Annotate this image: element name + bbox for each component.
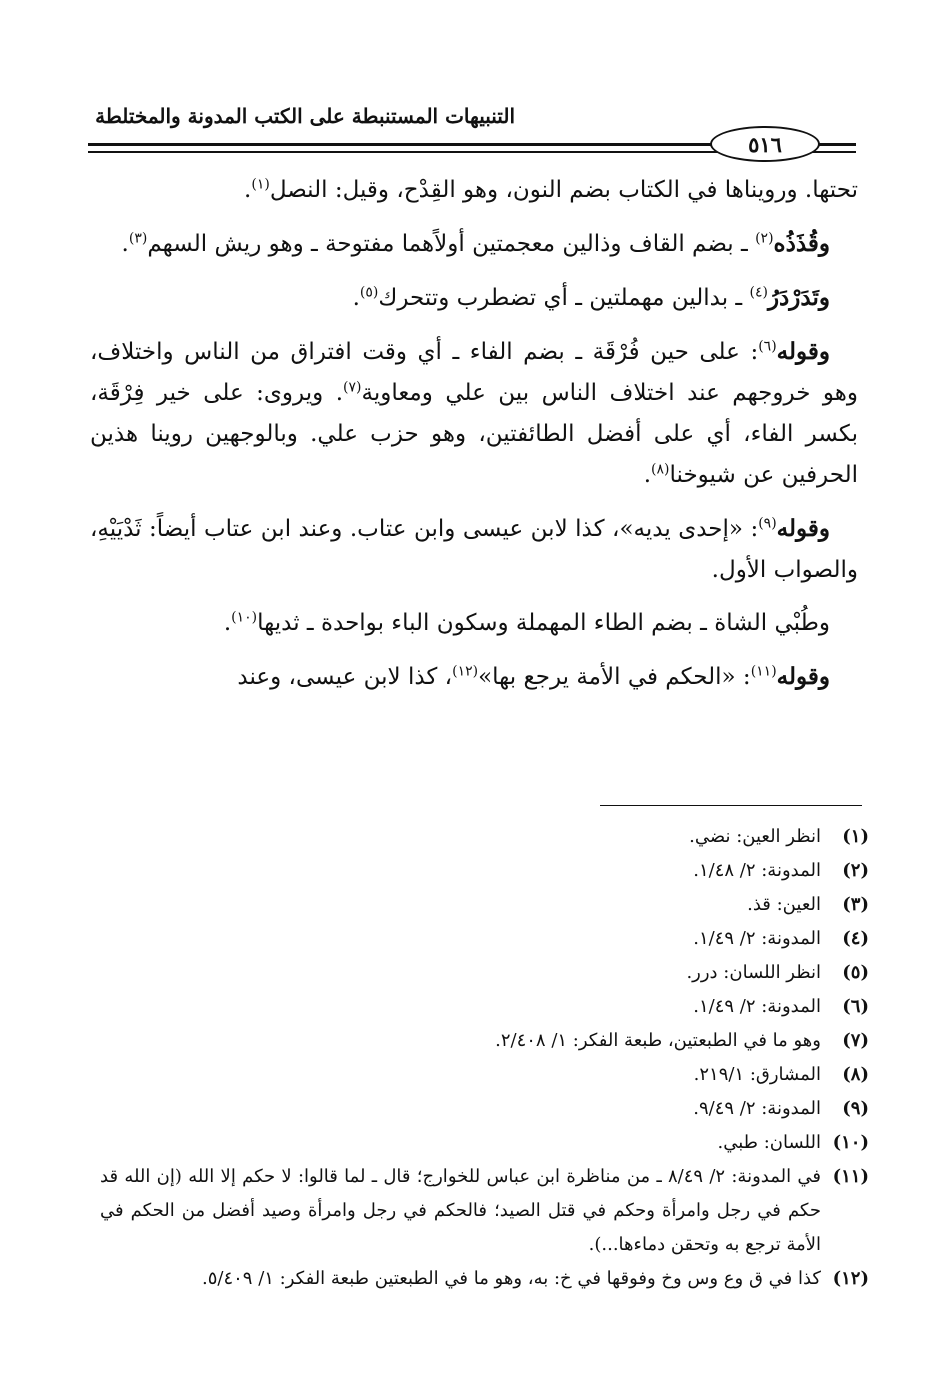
footnote-ref[interactable]: (٥) [359, 284, 379, 301]
footnote-number: (٣) [842, 894, 869, 915]
paragraph-2 [90, 223, 858, 265]
footnote-number: (٧) [842, 1030, 869, 1051]
footnote-text: انظر العين: نضي. [689, 826, 821, 847]
paragraph-tail: . [223, 610, 232, 636]
paragraph-tail: . [244, 177, 252, 203]
footnote-number: (٦) [842, 996, 869, 1017]
running-title: التنبيهات المستنبطة على الكتب المدونة والمختلطة [95, 104, 515, 128]
footnote-item [100, 1058, 869, 1092]
footnote-item [100, 1092, 869, 1126]
footnote-ref[interactable]: (٢) [755, 230, 774, 247]
footnote-ref[interactable]: (٦) [758, 338, 777, 355]
footnote-item [100, 956, 869, 990]
footnote-text: المدونة: ٢/ ١/٤٩. [693, 996, 821, 1017]
paragraph-6 [90, 603, 858, 644]
footnote-number: (٤) [842, 928, 869, 949]
paragraph-7 [90, 656, 858, 698]
footnotes [100, 820, 869, 1296]
footnote-text: العين: قذ. [747, 894, 821, 915]
footnote-ref[interactable]: (١٢) [452, 663, 479, 680]
footnote-number: (٨) [842, 1064, 869, 1085]
footnote-number: (١١) [832, 1166, 869, 1187]
footnote-text: في المدونة: ٢/ ٨/٤٩ ـ من مناظرة ابن عباس للخوارج؛ قال ـ لما قالوا: لا حكم إلا الله (إن الله قد حكم في رجل وامرأة وحكم في قتل الصيد؛ فالحكم في رجل وامرأة وصيد أفضل من الحكم في الأمة ترجع به وتحقن دماءها...). [100, 1166, 821, 1255]
footnote-item [100, 922, 869, 956]
paragraph-text: ـ بدالين مهملتين ـ أي تضطرب وتتحرك [378, 285, 750, 311]
entry-term: وقوله [776, 515, 830, 542]
paragraph-4 [90, 331, 858, 496]
paragraph-tail: . [121, 231, 129, 257]
footnote-ref[interactable]: (٧) [343, 379, 362, 396]
footnote-number: (١٠) [832, 1132, 869, 1153]
footnote-ref[interactable]: (٤) [749, 284, 768, 301]
footnote-item [100, 1262, 869, 1296]
footnote-item [100, 990, 869, 1024]
footnote-number: (١) [842, 826, 869, 847]
paragraph-3 [90, 277, 858, 319]
footnote-text: كذا في ق وع وس وخ وفوقها في خ: به، وهو ما في الطبعتين طبعة الفكر: ١/ ٥/٤٠٩. [201, 1268, 821, 1289]
footnote-text: المدونة: ٢/ ١/٤٩. [693, 928, 821, 949]
paragraph-5 [90, 508, 858, 591]
paragraph-text: . ويروى: على خير فِرْقَة، بكسر الفاء، أي على أفضل الطائفتين، وهو حزب علي. وبالوجهين روينا هذين الحرفين عن شيوخنا [90, 380, 858, 488]
paragraph-text: : «الحكم في الأمة يرجع بها» [478, 664, 751, 690]
page-number: ٥١٦ [748, 131, 782, 157]
footnote-ref[interactable]: (٩) [758, 515, 777, 532]
footnote-separator [600, 805, 862, 806]
footnote-text: وهو ما في الطبعتين، طبعة الفكر: ١/ ٢/٤٠٨. [495, 1030, 821, 1051]
footnote-number: (٩) [842, 1098, 869, 1119]
paragraph-text: تحتها. ورويناها في الكتاب بضم النون، وهو القِدْح، وقيل: النصل [269, 177, 858, 203]
footnote-item [100, 854, 869, 888]
footnote-text: المدونة: ٢/ ٩/٤٩. [693, 1098, 821, 1119]
footnote-item [100, 1024, 869, 1058]
footnote-number: (٢) [842, 860, 869, 881]
entry-term: وقوله [776, 663, 830, 690]
footnote-ref[interactable]: (١٠) [231, 609, 258, 626]
paragraph-text: : «إحدى يديه»، كذا لابن عيسى وابن عتاب. وعند ابن عتاب أيضاً: ثَدْيَيْهِ، والصواب الأول. [90, 516, 858, 583]
entry-term: وطُبْي الشاة [714, 610, 830, 636]
footnote-text: المشارق: ٢١٩/١. [693, 1064, 821, 1085]
footnote-item [100, 820, 869, 854]
entry-term: وقوله [776, 338, 830, 365]
footnote-ref[interactable]: (٨) [651, 461, 670, 478]
entry-term: وتَدَرْدَرُ [767, 284, 830, 311]
footnote-number: (٥) [842, 962, 869, 983]
main-text [90, 170, 858, 710]
paragraph-tail: . [643, 462, 652, 488]
footnote-item [100, 888, 869, 922]
footnote-text: اللسان: طبي. [717, 1132, 821, 1153]
footnote-number: (١٢) [832, 1268, 869, 1289]
paragraph-1 [90, 170, 858, 211]
footnote-ref[interactable]: (١) [251, 176, 270, 193]
footnote-text: المدونة: ٢/ ١/٤٨. [693, 860, 821, 881]
footnote-ref[interactable]: (١١) [750, 663, 777, 680]
page-number-badge [710, 126, 820, 162]
paragraph-text: : على حين فُرْقَة ـ بضم الفاء ـ أي وقت افتراق من الناس واختلاف، وهو خروجهم عند اختلاف الناس بين علي ومعاوية [90, 339, 858, 406]
paragraph-text: ـ بضم القاف وذالين معجمتين أولاًهما مفتوحة ـ وهو ريش السهم [147, 231, 756, 257]
footnote-item [100, 1126, 869, 1160]
paragraph-tail: . [352, 285, 360, 311]
paragraph-text: ، كذا لابن عيسى، وعند [237, 664, 453, 690]
footnote-ref[interactable]: (٣) [128, 230, 148, 247]
paragraph-text: ـ بضم الطاء المهملة وسكون الباء بواحدة ـ ثديها [257, 610, 715, 636]
footnote-item [100, 1160, 869, 1262]
entry-term: وقُذَذُه [773, 230, 830, 257]
footnote-text: انظر اللسان: درر. [686, 962, 821, 983]
